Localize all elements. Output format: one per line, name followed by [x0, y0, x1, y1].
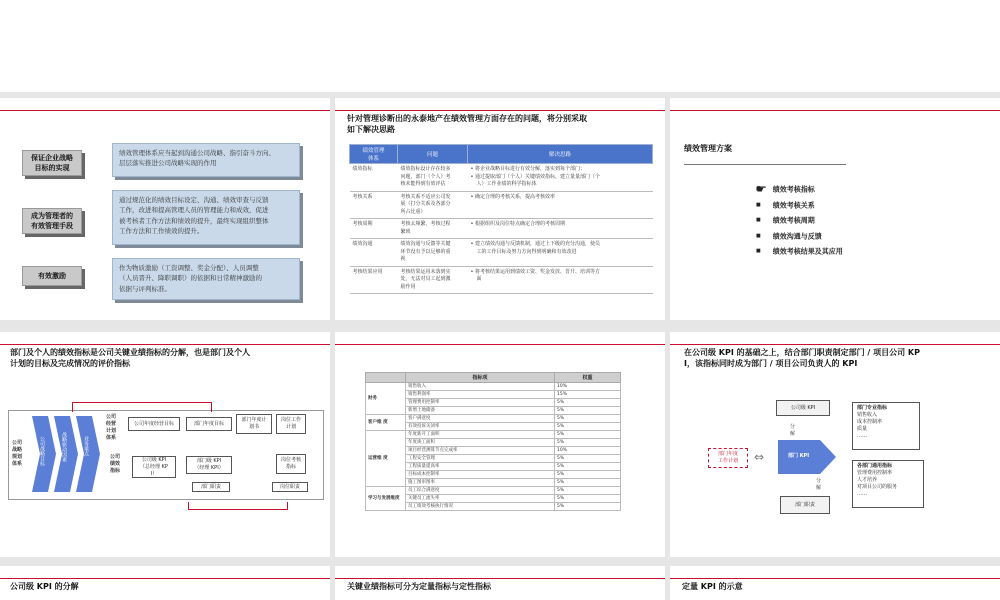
cell-dimension: 运营维 度 [366, 431, 406, 487]
special-kpi-title: 部门专业指标 [857, 405, 888, 411]
position-duty-box: 岗位职责 [272, 482, 308, 492]
slide-divider-line [670, 344, 1000, 345]
cell-solution [468, 266, 653, 294]
slide-title: 部门及个人的绩效指标是公司关键业绩指标的分解，也是部门及个人 计划的目标及完成情况的评价指标 [10, 348, 250, 368]
list-item: …… [857, 433, 867, 439]
cell-indicator: 年度新开工面积 [406, 431, 555, 439]
list-item: …… [857, 491, 867, 497]
table-row [350, 219, 653, 239]
table-row [366, 487, 621, 495]
slide-kpi-hierarchy[interactable] [0, 332, 330, 557]
cell-weight: 10% [555, 383, 621, 391]
slide-goals[interactable] [0, 98, 330, 320]
slide-kpi-weights[interactable] [335, 332, 665, 557]
split-label-top: 分 解 [790, 424, 796, 437]
cell-indicator: 施工图审图率 [406, 479, 555, 487]
cell-solution [468, 191, 653, 219]
list-item: ■ 绩效考核关系 [756, 198, 843, 214]
solution-bullet: • 通过提取部门（个人）关键绩效指标，建立量量部门（个 人）工作业绩的科学指标体 [470, 173, 601, 187]
company-annual-goal-box: 公司年度经营目标 [128, 417, 180, 431]
slide-title: 绩效管理方案 [684, 144, 732, 153]
cell-indicator: 工程安全管理 [406, 455, 555, 463]
arrow-label-focus: 业务重点 [83, 436, 89, 456]
dept-duty-box: 部门职责 [192, 482, 230, 492]
cell-system: 考核周期 [350, 219, 398, 239]
table-row [350, 266, 653, 294]
slide-kpi-types[interactable] [335, 566, 665, 600]
slide-divider-line [670, 578, 1000, 579]
col-header-solution: 解决思路 [468, 145, 653, 164]
list-item: ■ 绩效考核周期 [756, 213, 843, 229]
cell-problem: 绩效指标设计存在较多 问题，部门（个人）考 核未能得到有效评估 [398, 164, 468, 192]
cell-indicator: 有效投诉关闭率 [406, 423, 555, 431]
table-row [350, 191, 653, 219]
solutions-table [349, 144, 653, 294]
company-kpi-box: 公司级 KPI （总经理 KP I） [132, 456, 176, 478]
cell-indicator: 销售收入 [406, 383, 555, 391]
pointing-hand-icon: ☛ [756, 182, 767, 196]
dept-duty-box: 部门职责 [780, 496, 830, 514]
solution-bullet: • 根据组织及岗位特点确定合理的考核周期 [470, 221, 566, 227]
red-connector [72, 402, 212, 412]
cell-problem: 考核结果运用未落到实 处，无法对员工起到激 励作用 [398, 266, 468, 294]
slide-divider-line [0, 344, 330, 345]
kpi-weights-table [365, 372, 621, 511]
cell-dimension: 财务 [366, 383, 406, 415]
cell-weight: 5% [555, 399, 621, 407]
list-item: 人才培养 [857, 477, 878, 483]
solution-bullet: • 将考核结果运用到绩效工资、奖金发放、晋升、培训等方 面 [470, 268, 601, 282]
col-header-weight: 权重 [555, 373, 621, 383]
col-header-dimension [366, 373, 406, 383]
slide-solutions[interactable] [335, 98, 665, 320]
slide-title: 在公司级 KPI 的基础之上，结合部门职责制定部门 / 项目公司 KP I，该指标同时成为部门 / 项目公司负责人的 KPI [684, 348, 920, 368]
cell-weight: 5% [555, 439, 621, 447]
kpi-system-label: 公司 绩效 指标 [110, 454, 121, 474]
cell-indicator: 员工绩效考核执行情况 [406, 503, 555, 511]
slide-divider-line [0, 110, 330, 111]
arrow-label-drivers: 战略驱动因素 [61, 432, 67, 462]
cell-indicator: 客户满意度 [406, 415, 555, 423]
cell-indicator: 销售利润率 [406, 391, 555, 399]
cell-weight: 10% [555, 447, 621, 455]
slide-title: 针对管理诊断出的永泰地产在绩效管理方面存在的问题，将分别采取 如下解决思路 [347, 114, 587, 134]
plan-system-label: 公司 经营 计划 体系 [106, 414, 117, 441]
double-arrow-icon: ⇔ [754, 450, 765, 464]
slide-title: 定量 KPI 的示意 [682, 582, 743, 591]
cell-solution [468, 239, 653, 267]
company-kpi-box: 公司级 KPI [776, 400, 830, 416]
dept-kpi-label: 部门 KPI [788, 453, 810, 459]
list-item: 管理费用控制率 [857, 470, 893, 476]
table-row [366, 431, 621, 439]
common-kpi-title: 各部门通用指标 [857, 463, 893, 469]
goal-label-management: 成为管理者的 有效管理手段 [22, 208, 82, 234]
cell-weight: 5% [555, 455, 621, 463]
cell-indicator: 管理费用控制率 [406, 399, 555, 407]
table-row [366, 383, 621, 391]
slide-divider-line [335, 344, 665, 345]
cell-weight: 5% [555, 495, 621, 503]
goal-desc-management: 通过规范化的绩效目标设定、沟通、绩效审查与反馈 工作，改进和提高管理人员的管理能力和成效，促进 被考核者工作方法和绩效的提升，最终实现组织整体 工作方法和工作绩效的提升。 [112, 190, 300, 245]
slide-divider-line [670, 110, 1000, 111]
slide-dept-kpi[interactable] [670, 332, 1000, 557]
cell-weight: 5% [555, 431, 621, 439]
cell-weight: 5% [555, 503, 621, 511]
cell-weight: 5% [555, 407, 621, 415]
goal-desc-strategy: 绩效管理体系应当起到沟通公司战略、指引奋斗方向、 层层落实推进公司战略实现的作用 [112, 143, 300, 177]
cell-solution [468, 219, 653, 239]
cell-weight: 5% [555, 423, 621, 431]
list-item: 对项目公司的服务 [857, 484, 898, 490]
cell-dimension: 客户维 度 [366, 415, 406, 431]
solution-bullet: • 确定合理的考核关系，提高考核效率 [470, 193, 556, 200]
cell-weight: 5% [555, 463, 621, 471]
cell-problem: 考核关系不适应公司发 展（打分关系及各部分 所占比重） [398, 191, 468, 219]
table-row [350, 164, 653, 192]
list-item: ■ 绩效考核结果及其应用 [756, 244, 843, 260]
list-item: 质量 [857, 426, 868, 432]
cell-indicator: 年度竣工面积 [406, 439, 555, 447]
cell-indicator: 员工综合满意度 [406, 487, 555, 495]
table-row [366, 415, 621, 423]
solution-bullet: • 将企业战略目标进行有效分解，落实到每个部门； [470, 166, 586, 172]
cell-weight: 15% [555, 391, 621, 399]
slide-title: 关键业绩指标可分为定量指标与定性指标 [347, 582, 491, 591]
list-item: 销售收入 [857, 412, 878, 418]
cell-problem: 考核太频繁，考核过程 繁琐 [398, 219, 468, 239]
top-blank-area [0, 0, 1000, 92]
cell-problem: 绩效沟通与反馈等关键 环节没有予以足够的重 视 [398, 239, 468, 267]
slide-divider-line [335, 578, 665, 579]
cell-system: 绩效指标 [350, 164, 398, 192]
arrow-label-strategy-goal: 公司战略目标 [39, 436, 45, 466]
position-kpi-box: 岗位考核 指标 [276, 454, 306, 474]
cell-system: 绩效沟通 [350, 239, 398, 267]
cell-solution [468, 164, 653, 192]
common-kpi-box [852, 460, 924, 508]
cell-system: 考核关系 [350, 191, 398, 219]
dept-annual-plan-box: 部门年度计 划书 [236, 414, 272, 434]
goal-label-incentive: 有效激励 [22, 266, 82, 286]
cell-indicator: 项目经营测算节点完成率 [406, 447, 555, 455]
cell-weight: 5% [555, 415, 621, 423]
cell-weight: 5% [555, 479, 621, 487]
cell-system: 考核结果应用 [350, 266, 398, 294]
list-item: ■ 绩效沟通与反馈 [756, 229, 843, 245]
split-label-bottom: 分 解 [816, 478, 822, 491]
annual-plan-box: 部门年度 工作计划 [708, 448, 748, 468]
list-item: 成本控制率 [857, 419, 883, 425]
slide-title: 公司级 KPI 的分解 [10, 582, 79, 591]
cell-weight: 5% [555, 487, 621, 495]
table-row [350, 239, 653, 267]
list-item: ■ 绩效考核指标 [756, 182, 843, 198]
slide-quant-kpi[interactable] [670, 566, 1000, 600]
plan-list [756, 182, 843, 260]
col-header-system: 绩效管理 体系 [350, 145, 398, 164]
dept-kpi-box: 部门级 KPI （经理 KPI） [186, 456, 232, 474]
red-connector [188, 502, 288, 510]
cell-indicator: 工程质量提高率 [406, 463, 555, 471]
cell-indicator: 关键员工流失率 [406, 495, 555, 503]
goal-desc-incentive: 作为物质激励（工资调整、奖金分配）、人员调整 （人员晋升、降职调职）的依据和日常精神激励的 依据与评判标准。 [112, 258, 300, 300]
dept-annual-goal-box: 部门年度目标 [186, 417, 232, 431]
title-underline [684, 164, 846, 165]
strategy-system-label: 公司 战略 规划 体系 [12, 440, 23, 467]
col-header-indicator: 指标项 [406, 373, 555, 383]
slide-company-kpi-breakdown[interactable] [0, 566, 330, 600]
goal-label-strategy: 保证企业战略 目标的实现 [22, 150, 82, 176]
cell-indicator: 新增土地储备 [406, 407, 555, 415]
slide-divider-line [335, 110, 665, 111]
special-kpi-box [852, 402, 920, 450]
solution-bullet: • 建立绩效沟通与反馈机制，通过上下级的充分沟通，使员 工的工作目标及努力方向得到明确和有效改进 [470, 241, 601, 255]
slide-divider-line [0, 578, 330, 579]
position-work-plan-box: 岗位工作 计划 [276, 414, 306, 434]
slide-plan[interactable] [670, 98, 1000, 320]
cell-dimension: 学习与发展维度 [366, 487, 406, 511]
cell-indicator: 目标成本控制率 [406, 471, 555, 479]
cell-weight: 5% [555, 471, 621, 479]
col-header-problem: 问题 [398, 145, 468, 164]
